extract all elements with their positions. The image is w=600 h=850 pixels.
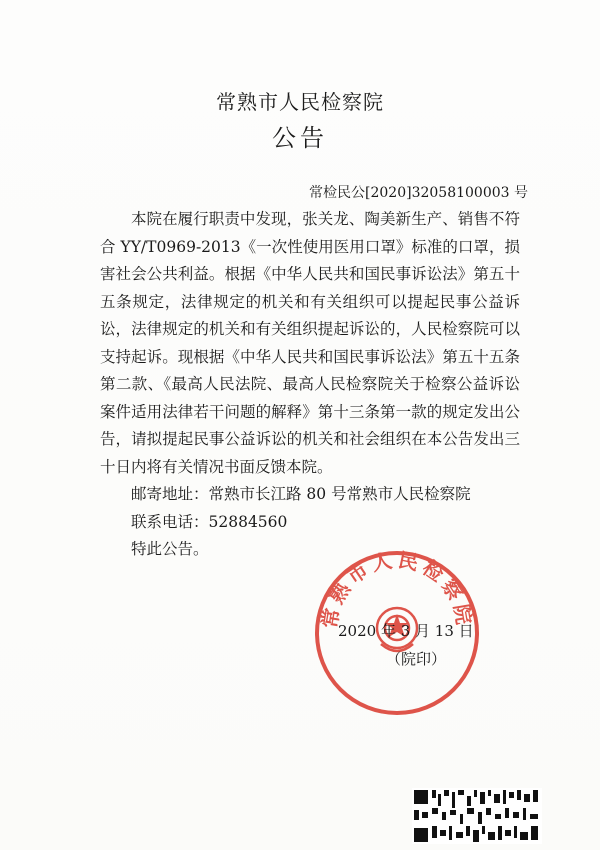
contact-phone: 联系电话：52884560: [131, 512, 288, 531]
paragraph-line: 在本公告发出三十日内将有关情况书面反馈本院。: [100, 430, 520, 476]
organization-name: 常熟市人民检察院: [216, 90, 384, 114]
paragraph-line: 的规定发出公告，请拟提起民事公益诉讼的机关和社会组织: [100, 402, 520, 448]
document-number: 常检民公[2020]32058100003 号: [309, 185, 528, 201]
signature-date: 2020 年 3 月 13 日: [338, 622, 474, 640]
closing-statement: 特此公告。: [131, 540, 209, 558]
paragraph-line: 五十五条规定，法律规定的机关和有关组织可以提起民事公: [100, 265, 520, 311]
document-body: [100, 206, 520, 564]
seal-arc-text: 常熟市人民检察院: [317, 548, 477, 630]
paragraph-line: 察公益诉讼案件适用法律若干问题的解释》第十三条第一款: [100, 375, 520, 421]
mailing-address: 邮寄地址：常熟市长江路 80 号常熟市人民检察院: [131, 485, 471, 503]
qr-code-icon: [412, 788, 542, 844]
main-paragraph: [100, 206, 520, 481]
paragraph-line: 损害社会公共利益。根据《中华人民共和国民事诉讼法》第: [100, 237, 520, 283]
paragraph-line: 符合 YY/T0969-2013《一次性使用医用口罩》标准的口罩，: [100, 210, 520, 256]
paragraph-line: 五十五条第二款、《最高人民法院、最高人民检察院关于检: [100, 347, 520, 393]
paragraph-line: 院可以支持起诉。现根据《中华人民共和国民事诉讼法》第: [100, 320, 520, 366]
seal-note: （院印）: [386, 650, 447, 668]
paragraph-line: 益诉讼，法律规定的机关和有关组织提起诉讼的，人民检察: [100, 292, 520, 338]
document-title: 公告: [272, 124, 328, 152]
paragraph-line: 本院在履行职责中发现，张关龙、陶美新生产、销售不: [131, 210, 505, 228]
